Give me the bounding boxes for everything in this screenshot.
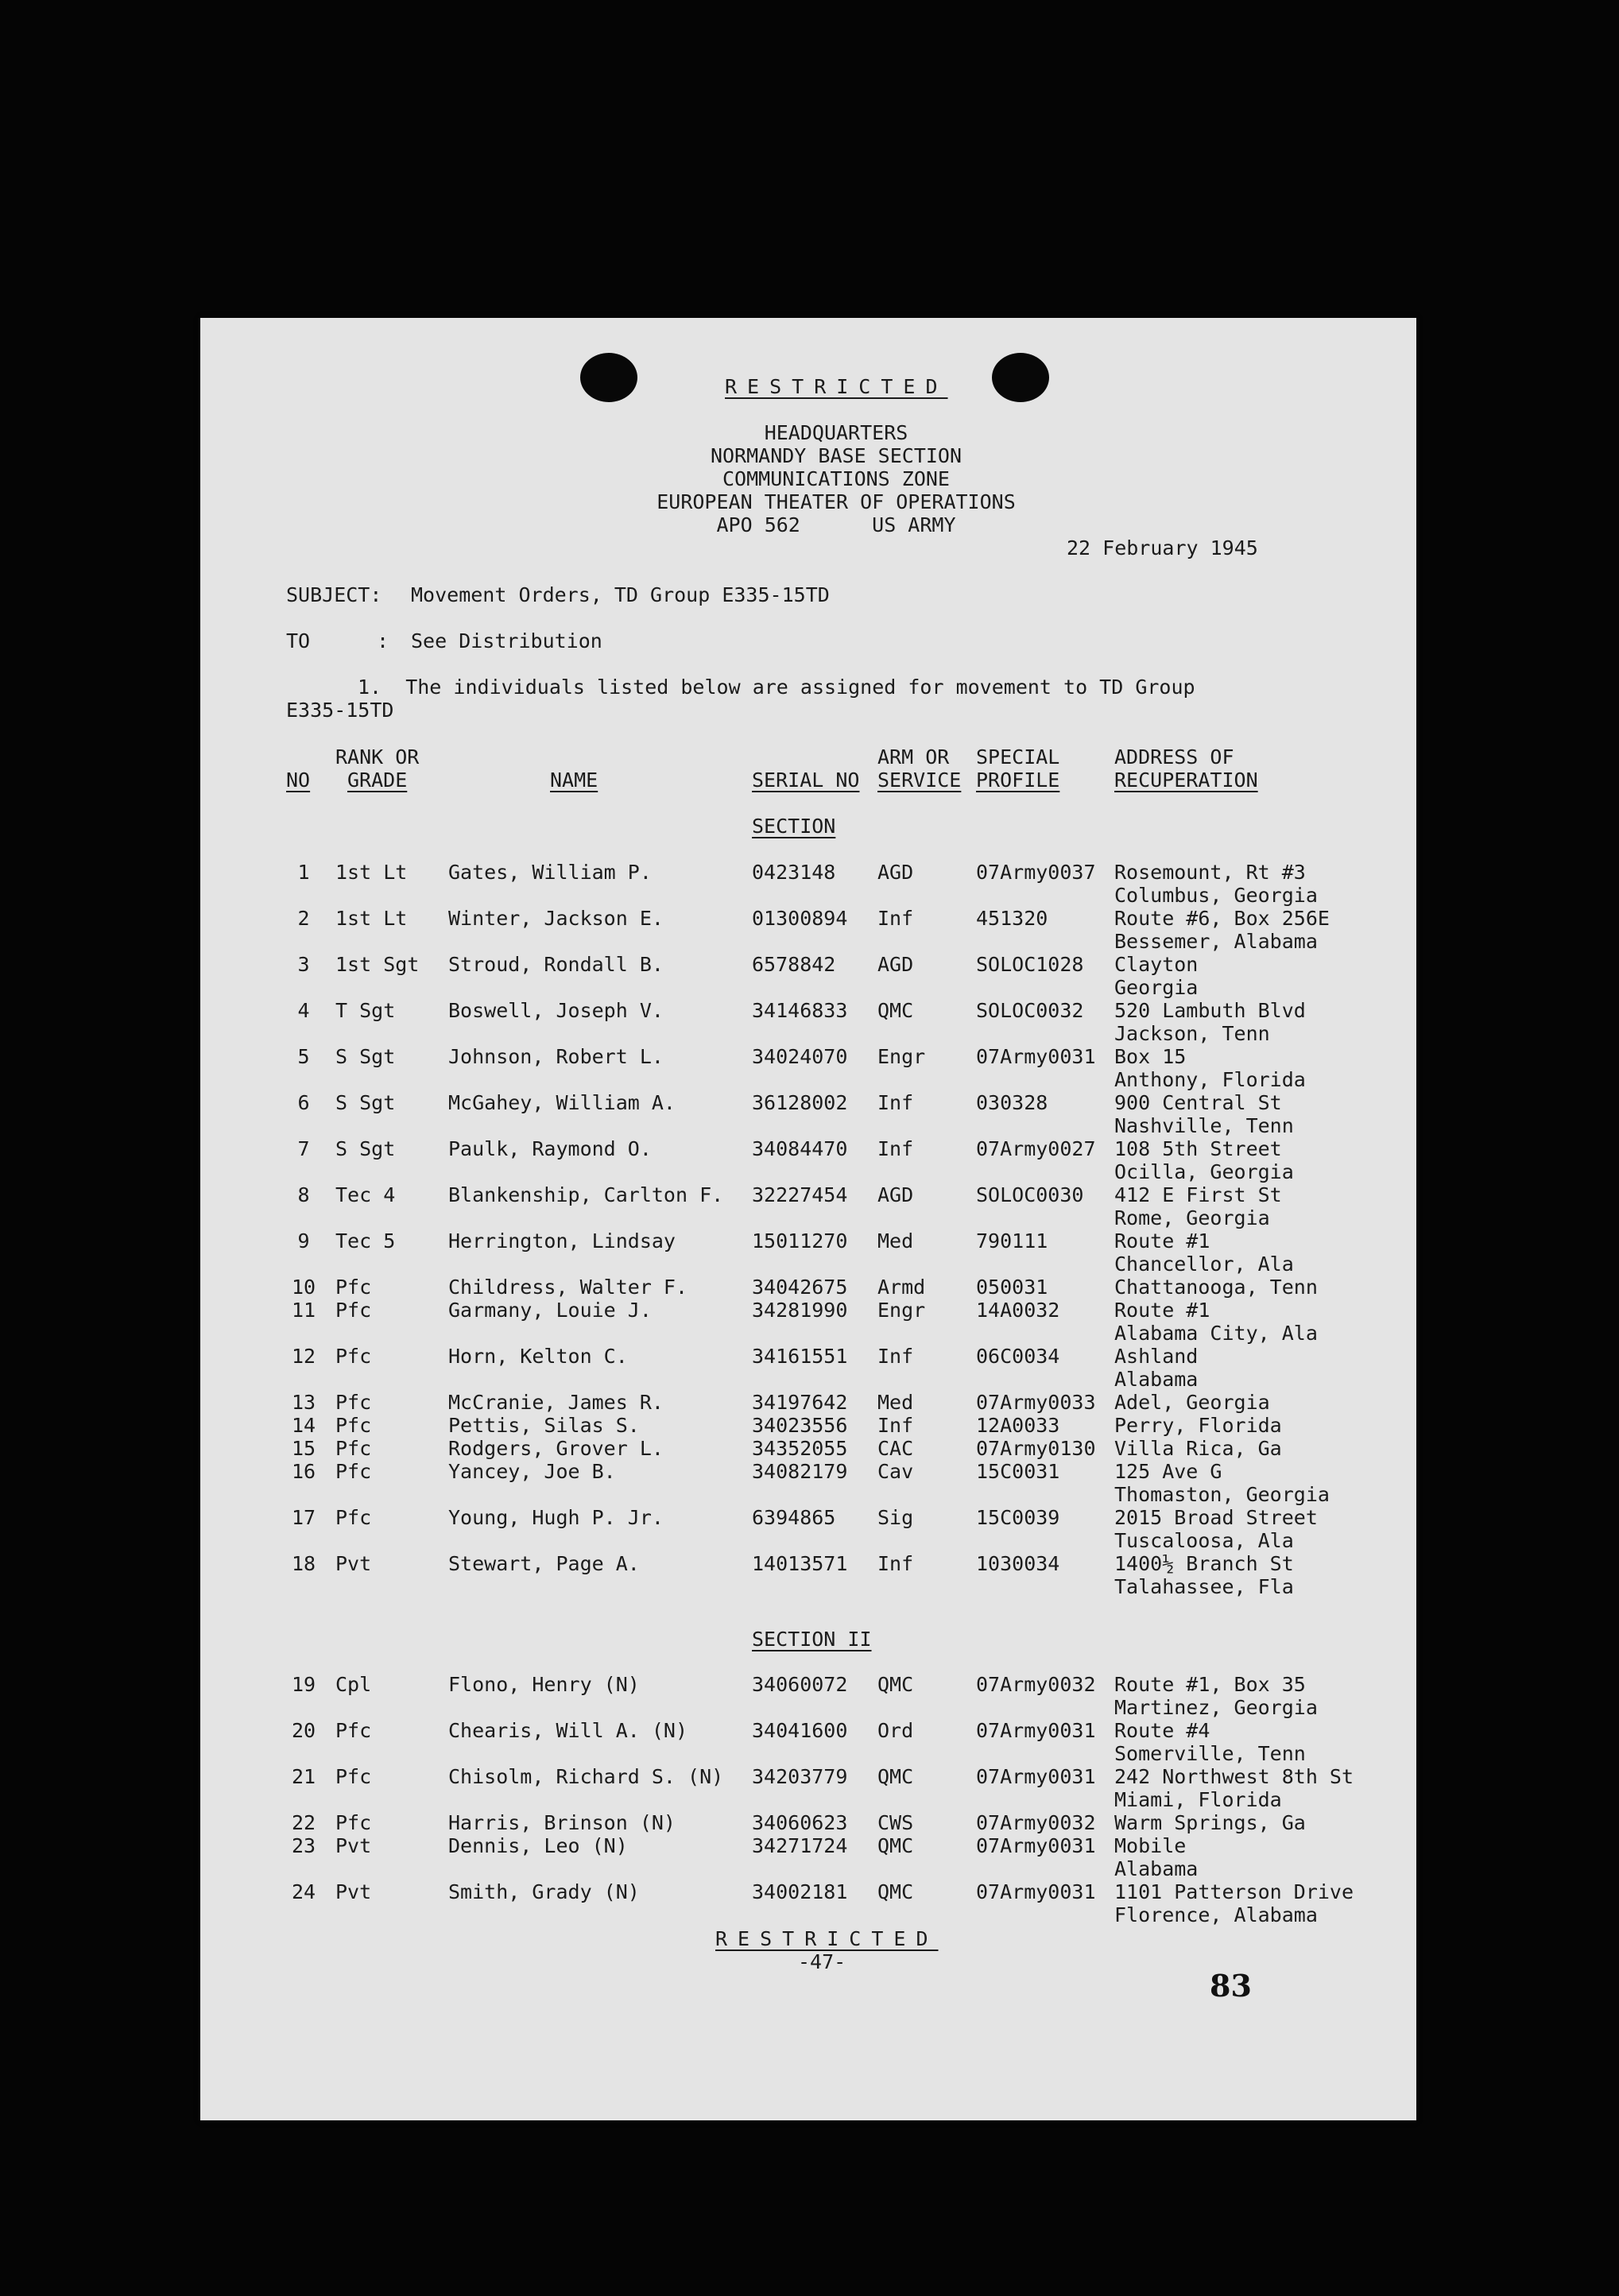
cell-name: Stroud, Rondall B.	[448, 953, 664, 976]
cell-serial: 34024070	[752, 1045, 848, 1068]
table-row	[200, 1091, 1416, 1137]
cell-serial: 01300894	[752, 907, 848, 930]
section-1-title: SECTION	[752, 815, 836, 838]
cell-addr1: 1101 Patterson Drive	[1114, 1880, 1354, 1903]
cell-name: Childress, Walter F.	[448, 1276, 688, 1299]
cell-arm: Engr	[877, 1045, 926, 1068]
cell-no: 7	[297, 1137, 310, 1160]
cell-addr2: Columbus, Georgia	[1114, 884, 1318, 907]
cell-no: 15	[291, 1437, 316, 1460]
document-page	[200, 318, 1416, 2120]
table-row	[200, 1229, 1416, 1276]
cell-arm: Inf	[877, 1137, 914, 1160]
cell-serial: 34082179	[752, 1460, 848, 1483]
cell-profile: 07Army0130	[976, 1437, 1096, 1460]
cell-addr1: 412 E First St	[1114, 1183, 1282, 1206]
cell-no: 5	[297, 1045, 310, 1068]
cell-addr2: Rome, Georgia	[1114, 1206, 1270, 1229]
cell-arm: Med	[877, 1229, 914, 1253]
cell-profile: SOLOC1028	[976, 953, 1084, 976]
to-label: TO	[286, 629, 311, 652]
cell-rank: 1st Lt	[335, 907, 408, 930]
cell-serial: 34084470	[752, 1137, 848, 1160]
cell-addr2: Thomaston, Georgia	[1114, 1483, 1330, 1506]
cell-no: 19	[291, 1673, 316, 1696]
cell-addr1: Box 15	[1114, 1045, 1187, 1068]
col-no-header: NO	[286, 769, 311, 792]
table-row	[200, 1137, 1416, 1183]
cell-addr1: 242 Northwest 8th St	[1114, 1765, 1354, 1788]
cell-profile: 07Army0031	[976, 1880, 1096, 1903]
cell-rank: Tec 5	[335, 1229, 396, 1253]
cell-name: Dennis, Leo (N)	[448, 1834, 628, 1857]
cell-addr2: Anthony, Florida	[1114, 1068, 1306, 1091]
cell-no: 12	[291, 1345, 316, 1368]
cell-profile: 050031	[976, 1276, 1048, 1299]
cell-serial: 0423148	[752, 861, 836, 884]
cell-arm: Inf	[877, 907, 914, 930]
cell-rank: 1st Sgt	[335, 953, 420, 976]
cell-arm: Inf	[877, 1091, 914, 1114]
cell-rank: Pfc	[335, 1299, 372, 1322]
cell-no: 8	[297, 1183, 310, 1206]
cell-profile: 07Army0037	[976, 861, 1096, 884]
cell-name: Young, Hugh P. Jr.	[448, 1506, 664, 1529]
cell-rank: Cpl	[335, 1673, 372, 1696]
cell-profile: 15C0039	[976, 1506, 1060, 1529]
table-row	[200, 1811, 1416, 1835]
cell-profile: 451320	[976, 907, 1048, 930]
cell-name: Stewart, Page A.	[448, 1552, 640, 1575]
cell-addr2: Alabama	[1114, 1857, 1199, 1880]
cell-no: 4	[297, 999, 310, 1022]
archive-stamp-number: 83	[1210, 1968, 1252, 2004]
col-profile-sub-header: PROFILE	[976, 769, 1060, 792]
cell-profile: 15C0031	[976, 1460, 1060, 1483]
cell-addr2: Talahassee, Fla	[1114, 1575, 1294, 1598]
cell-addr2: Georgia	[1114, 976, 1199, 999]
cell-rank: 1st Lt	[335, 861, 408, 884]
cell-rank: Pvt	[335, 1552, 372, 1575]
cell-arm: AGD	[877, 953, 914, 976]
cell-profile: 07Army0032	[976, 1811, 1096, 1834]
cell-serial: 34002181	[752, 1880, 848, 1903]
table-row	[200, 907, 1416, 953]
cell-serial: 6394865	[752, 1506, 836, 1529]
table-row	[200, 953, 1416, 999]
cell-name: Paulk, Raymond O.	[448, 1137, 652, 1160]
cell-addr1: 108 5th Street	[1114, 1137, 1282, 1160]
cell-arm: Engr	[877, 1299, 926, 1322]
cell-addr1: Rosemount, Rt #3	[1114, 861, 1306, 884]
cell-rank: Pvt	[335, 1834, 372, 1857]
cell-addr1: Route #1, Box 35	[1114, 1673, 1306, 1696]
org-line: APO 562 US ARMY	[716, 513, 956, 536]
table-row	[200, 1552, 1416, 1598]
cell-arm: AGD	[877, 1183, 914, 1206]
cell-rank: T Sgt	[335, 999, 396, 1022]
cell-addr2: Tuscaloosa, Ala	[1114, 1529, 1294, 1552]
cell-name: Chearis, Will A. (N)	[448, 1719, 688, 1742]
cell-no: 9	[297, 1229, 310, 1253]
cell-serial: 34041600	[752, 1719, 848, 1742]
cell-addr1: Adel, Georgia	[1114, 1391, 1270, 1414]
cell-rank: Pfc	[335, 1391, 372, 1414]
cell-addr2: Alabama City, Ala	[1114, 1322, 1318, 1345]
cell-addr1: 125 Ave G	[1114, 1460, 1222, 1483]
cell-profile: 07Army0031	[976, 1765, 1096, 1788]
cell-addr1: Ashland	[1114, 1345, 1199, 1368]
cell-profile: SOLOC0030	[976, 1183, 1084, 1206]
cell-rank: Pfc	[335, 1414, 372, 1437]
cell-arm: QMC	[877, 999, 914, 1022]
cell-no: 3	[297, 953, 310, 976]
cell-arm: Armd	[877, 1276, 926, 1299]
cell-serial: 14013571	[752, 1552, 848, 1575]
cell-arm: Inf	[877, 1414, 914, 1437]
cell-rank: S Sgt	[335, 1137, 396, 1160]
cell-addr2: Martinez, Georgia	[1114, 1696, 1318, 1719]
cell-addr1: Clayton	[1114, 953, 1199, 976]
table-row	[200, 1391, 1416, 1415]
to-separator: :	[377, 629, 389, 652]
cell-rank: Pvt	[335, 1880, 372, 1903]
cell-addr1: Perry, Florida	[1114, 1414, 1282, 1437]
subject-text: Movement Orders, TD Group E335-15TD	[411, 583, 830, 606]
table-row	[200, 1765, 1416, 1811]
cell-addr2: Bessemer, Alabama	[1114, 930, 1318, 953]
table-row	[200, 1506, 1416, 1552]
cell-rank: S Sgt	[335, 1045, 396, 1068]
cell-no: 22	[291, 1811, 316, 1834]
paragraph-line: 1. The individuals listed below are assigned for movement to TD Group	[358, 676, 1195, 699]
punch-hole	[580, 353, 637, 402]
cell-profile: 07Army0031	[976, 1045, 1096, 1068]
cell-serial: 34161551	[752, 1345, 848, 1368]
cell-rank: Pfc	[335, 1345, 372, 1368]
cell-name: McGahey, William A.	[448, 1091, 676, 1114]
cell-name: Johnson, Robert L.	[448, 1045, 664, 1068]
org-line: COMMUNICATIONS ZONE	[722, 467, 950, 490]
cell-addr2: Jackson, Tenn	[1114, 1022, 1270, 1045]
cell-serial: 34281990	[752, 1299, 848, 1322]
cell-profile: 790111	[976, 1229, 1048, 1253]
col-profile-header: SPECIAL	[976, 745, 1060, 769]
table-row	[200, 1345, 1416, 1391]
table-row	[200, 1414, 1416, 1438]
cell-no: 23	[291, 1834, 316, 1857]
cell-name: Rodgers, Grover L.	[448, 1437, 664, 1460]
to-text: See Distribution	[411, 629, 602, 652]
table-row	[200, 1673, 1416, 1719]
col-rank-header: RANK OR	[335, 745, 420, 769]
cell-arm: QMC	[877, 1834, 914, 1857]
cell-serial: 34023556	[752, 1414, 848, 1437]
punch-hole	[992, 353, 1049, 402]
cell-no: 18	[291, 1552, 316, 1575]
cell-serial: 34197642	[752, 1391, 848, 1414]
cell-profile: 1030034	[976, 1552, 1060, 1575]
table-row	[200, 1299, 1416, 1345]
cell-profile: 07Army0032	[976, 1673, 1096, 1696]
table-row	[200, 1183, 1416, 1229]
cell-name: Horn, Kelton C.	[448, 1345, 628, 1368]
cell-profile: 030328	[976, 1091, 1048, 1114]
cell-rank: S Sgt	[335, 1091, 396, 1114]
cell-arm: AGD	[877, 861, 914, 884]
cell-serial: 34352055	[752, 1437, 848, 1460]
cell-name: Blankenship, Carlton F.	[448, 1183, 724, 1206]
col-arm-header: ARM OR	[877, 745, 950, 769]
col-address-header: ADDRESS OF	[1114, 745, 1234, 769]
cell-addr1: Villa Rica, Ga	[1114, 1437, 1282, 1460]
col-serial-header: SERIAL NO	[752, 769, 860, 792]
document-date: 22 February 1945	[1067, 536, 1258, 559]
cell-addr1: 900 Central St	[1114, 1091, 1282, 1114]
cell-addr2: Nashville, Tenn	[1114, 1114, 1294, 1137]
cell-addr2: Alabama	[1114, 1368, 1199, 1391]
classification-top: RESTRICTED	[725, 375, 948, 398]
org-line: HEADQUARTERS	[764, 421, 908, 444]
cell-addr2: Miami, Florida	[1114, 1788, 1282, 1811]
table-row	[200, 861, 1416, 907]
cell-no: 24	[291, 1880, 316, 1903]
cell-addr1: Warm Springs, Ga	[1114, 1811, 1306, 1834]
section-2-title: SECTION II	[752, 1628, 872, 1651]
subject-label: SUBJECT:	[286, 583, 382, 606]
cell-rank: Pfc	[335, 1765, 372, 1788]
cell-no: 13	[291, 1391, 316, 1414]
cell-profile: 07Army0031	[976, 1719, 1096, 1742]
cell-no: 20	[291, 1719, 316, 1742]
cell-arm: Med	[877, 1391, 914, 1414]
cell-profile: 07Army0033	[976, 1391, 1096, 1414]
cell-addr1: 2015 Broad Street	[1114, 1506, 1318, 1529]
cell-arm: QMC	[877, 1673, 914, 1696]
cell-addr1: Route #1	[1114, 1229, 1210, 1253]
cell-arm: Cav	[877, 1460, 914, 1483]
classification-bottom: RESTRICTED	[715, 1927, 939, 1950]
col-name-header: NAME	[550, 769, 598, 792]
org-line: NORMANDY BASE SECTION	[710, 444, 962, 467]
cell-rank: Pfc	[335, 1506, 372, 1529]
cell-arm: Sig	[877, 1506, 914, 1529]
page-number: -47-	[798, 1950, 846, 1973]
cell-name: Smith, Grady (N)	[448, 1880, 640, 1903]
table-row	[200, 1437, 1416, 1461]
cell-profile: 07Army0031	[976, 1834, 1096, 1857]
cell-no: 17	[291, 1506, 316, 1529]
cell-rank: Pfc	[335, 1719, 372, 1742]
col-grade-header: GRADE	[347, 769, 408, 792]
cell-name: Harris, Brinson (N)	[448, 1811, 676, 1834]
cell-arm: QMC	[877, 1765, 914, 1788]
cell-serial: 34060072	[752, 1673, 848, 1696]
cell-no: 21	[291, 1765, 316, 1788]
cell-addr1: Route #4	[1114, 1719, 1210, 1742]
table-row	[200, 1834, 1416, 1880]
cell-arm: Ord	[877, 1719, 914, 1742]
cell-serial: 34060623	[752, 1811, 848, 1834]
cell-serial: 32227454	[752, 1183, 848, 1206]
table-row	[200, 1719, 1416, 1765]
cell-addr1: Mobile	[1114, 1834, 1187, 1857]
cell-arm: Inf	[877, 1345, 914, 1368]
cell-name: Herrington, Lindsay	[448, 1229, 676, 1253]
cell-profile: 06C0034	[976, 1345, 1060, 1368]
cell-name: Flono, Henry (N)	[448, 1673, 640, 1696]
cell-addr1: Route #6, Box 256E	[1114, 907, 1330, 930]
cell-name: McCranie, James R.	[448, 1391, 664, 1414]
cell-serial: 34042675	[752, 1276, 848, 1299]
cell-addr1: 1400½ Branch St	[1114, 1552, 1294, 1575]
cell-no: 2	[297, 907, 310, 930]
cell-name: Boswell, Joseph V.	[448, 999, 664, 1022]
cell-no: 6	[297, 1091, 310, 1114]
cell-profile: 14A0032	[976, 1299, 1060, 1322]
cell-rank: Tec 4	[335, 1183, 396, 1206]
table-row	[200, 1276, 1416, 1299]
cell-name: Chisolm, Richard S. (N)	[448, 1765, 724, 1788]
cell-profile: 07Army0027	[976, 1137, 1096, 1160]
cell-profile: 12A0033	[976, 1414, 1060, 1437]
cell-rank: Pfc	[335, 1811, 372, 1834]
cell-addr1: Route #1	[1114, 1299, 1210, 1322]
table-row	[200, 1045, 1416, 1091]
cell-addr2: Somerville, Tenn	[1114, 1742, 1306, 1765]
cell-serial: 34271724	[752, 1834, 848, 1857]
cell-profile: SOLOC0032	[976, 999, 1084, 1022]
cell-arm: CWS	[877, 1811, 914, 1834]
cell-name: Gates, William P.	[448, 861, 652, 884]
table-row	[200, 999, 1416, 1045]
col-service-header: SERVICE	[877, 769, 962, 792]
paragraph-line: E335-15TD	[286, 699, 394, 722]
cell-rank: Pfc	[335, 1437, 372, 1460]
cell-addr1: Chattanooga, Tenn	[1114, 1276, 1318, 1299]
cell-no: 10	[291, 1276, 316, 1299]
cell-name: Garmany, Louie J.	[448, 1299, 652, 1322]
cell-addr2: Florence, Alabama	[1114, 1903, 1318, 1926]
col-recuperation-header: RECUPERATION	[1114, 769, 1258, 792]
cell-no: 1	[297, 861, 310, 884]
cell-serial: 6578842	[752, 953, 836, 976]
cell-arm: CAC	[877, 1437, 914, 1460]
cell-name: Pettis, Silas S.	[448, 1414, 640, 1437]
cell-rank: Pfc	[335, 1276, 372, 1299]
cell-no: 11	[291, 1299, 316, 1322]
cell-no: 16	[291, 1460, 316, 1483]
cell-name: Yancey, Joe B.	[448, 1460, 616, 1483]
cell-serial: 34203779	[752, 1765, 848, 1788]
cell-name: Winter, Jackson E.	[448, 907, 664, 930]
cell-addr2: Ocilla, Georgia	[1114, 1160, 1294, 1183]
cell-serial: 36128002	[752, 1091, 848, 1114]
cell-addr1: 520 Lambuth Blvd	[1114, 999, 1306, 1022]
cell-rank: Pfc	[335, 1460, 372, 1483]
cell-addr2: Chancellor, Ala	[1114, 1253, 1294, 1276]
cell-arm: Inf	[877, 1552, 914, 1575]
org-line: EUROPEAN THEATER OF OPERATIONS	[657, 490, 1016, 513]
cell-no: 14	[291, 1414, 316, 1437]
table-row	[200, 1880, 1416, 1926]
cell-arm: QMC	[877, 1880, 914, 1903]
table-row	[200, 1460, 1416, 1506]
cell-serial: 15011270	[752, 1229, 848, 1253]
cell-serial: 34146833	[752, 999, 848, 1022]
